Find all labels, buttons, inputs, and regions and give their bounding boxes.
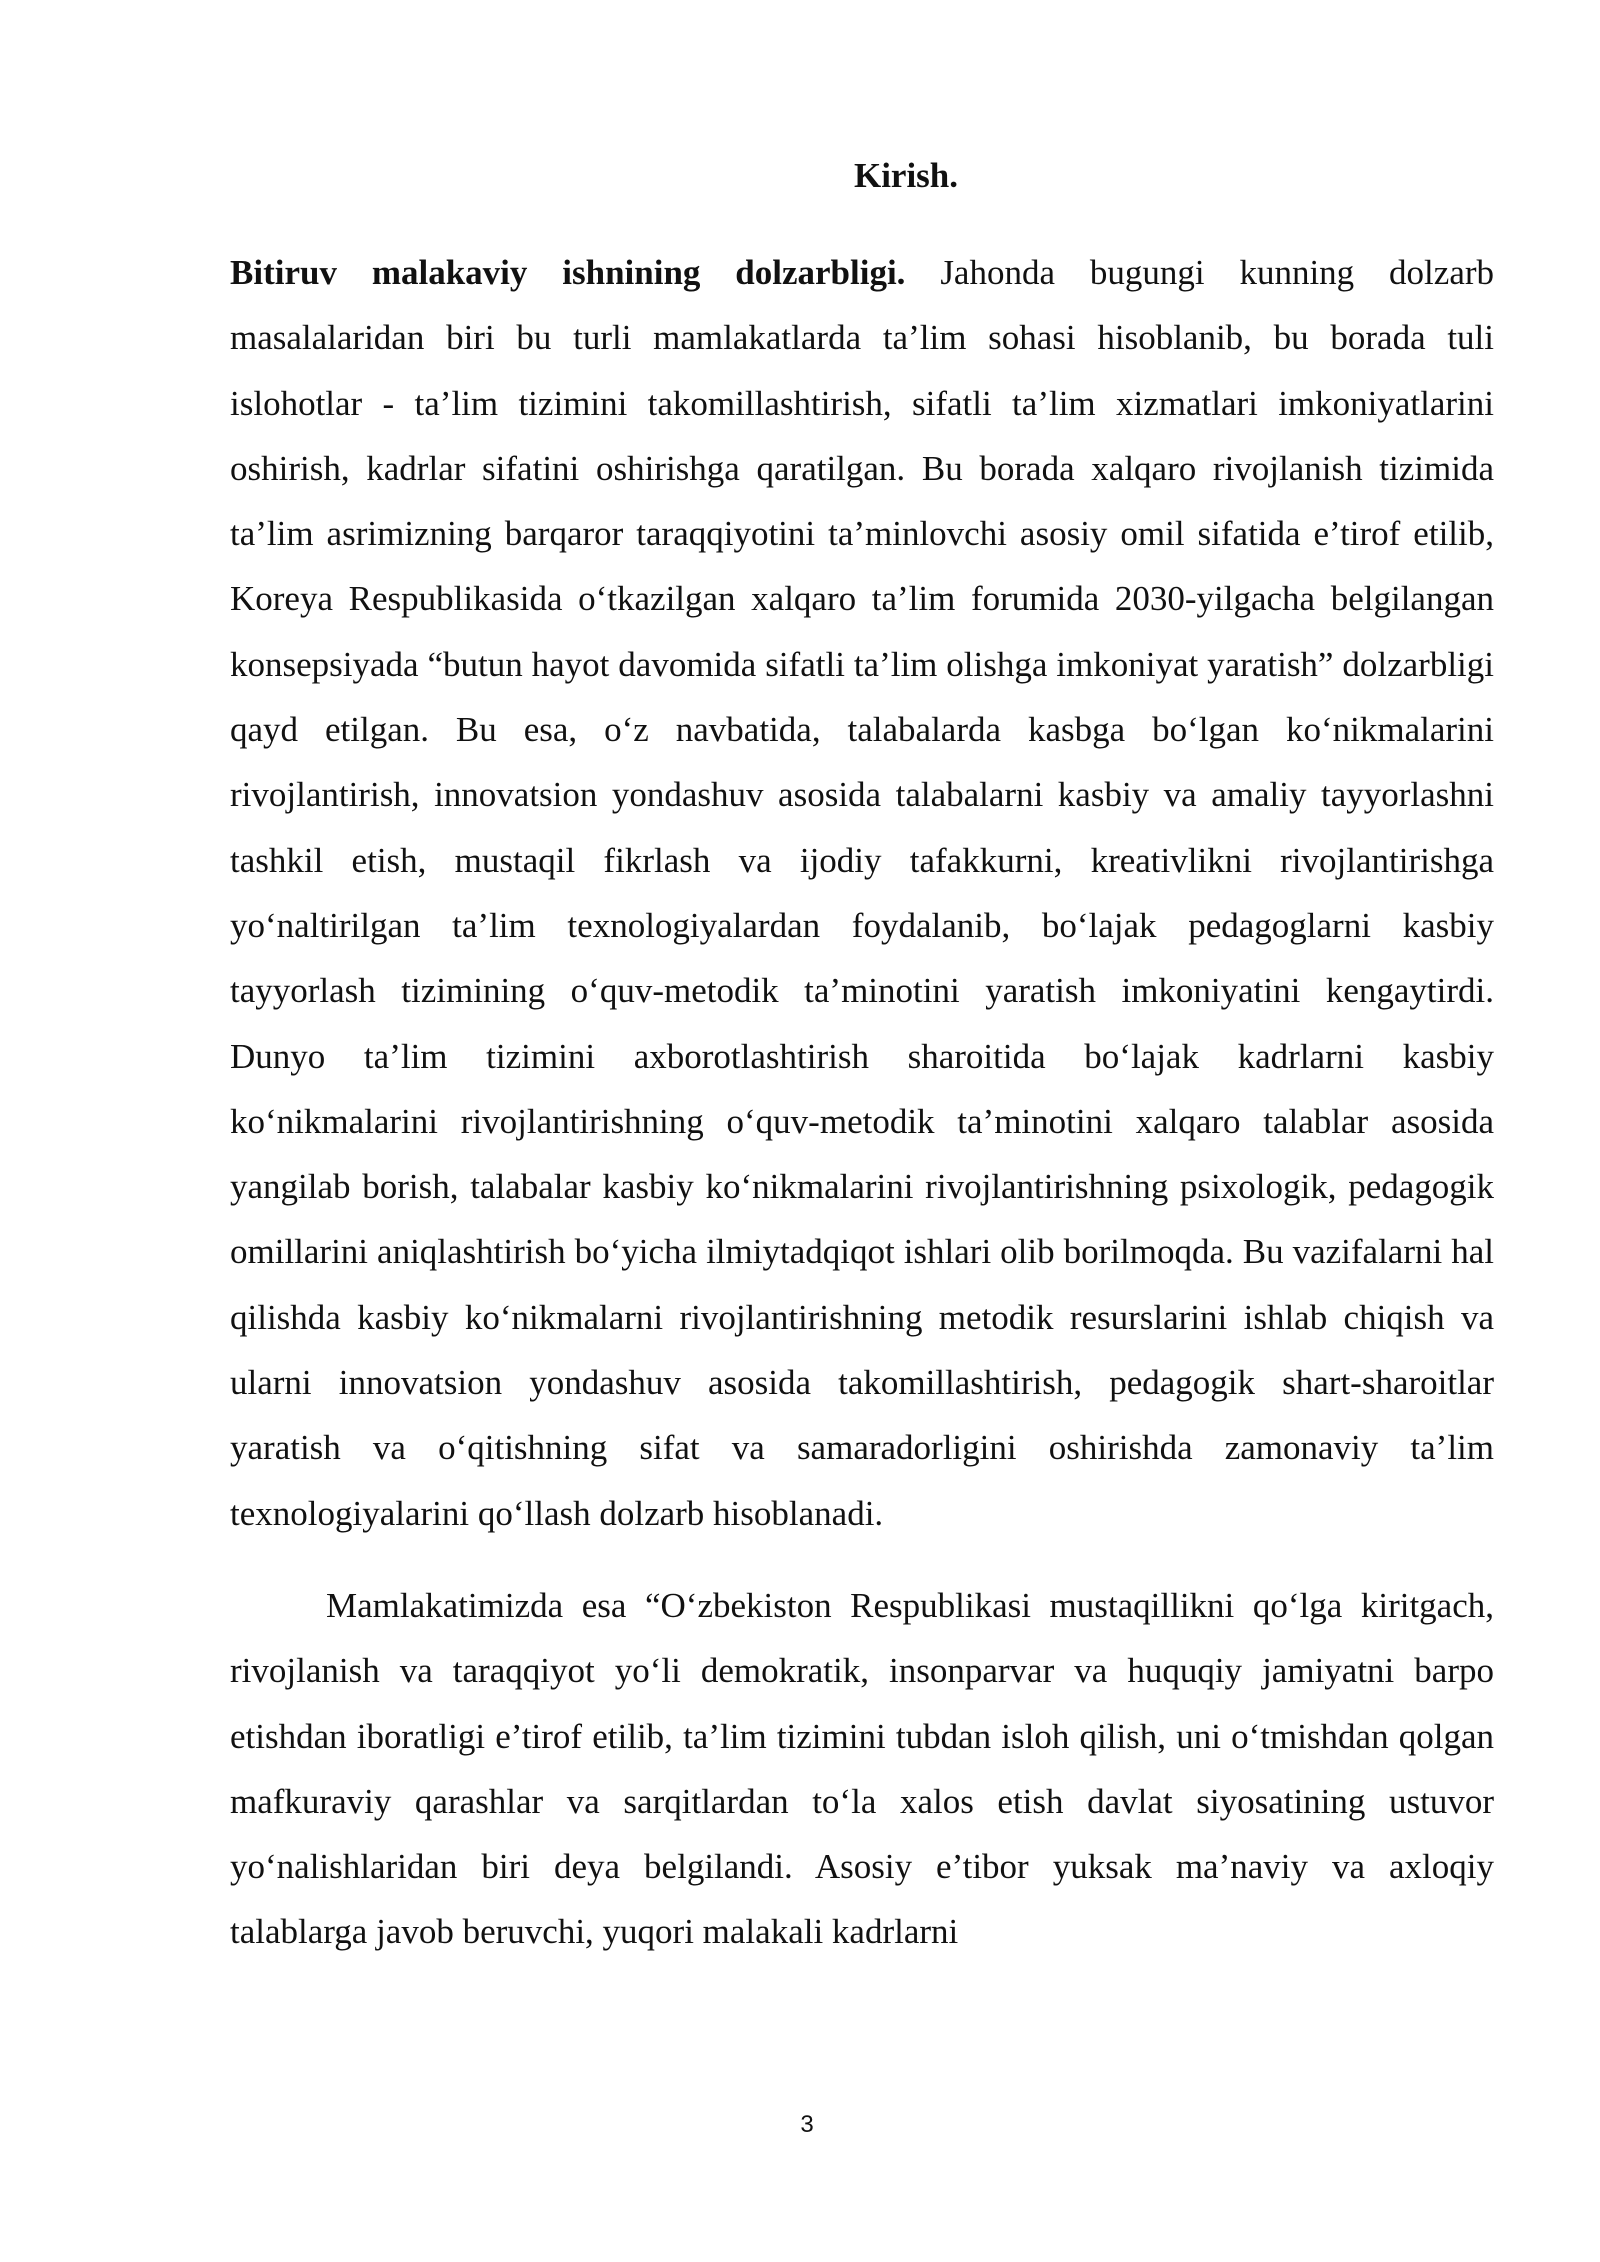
page-title: Kirish. xyxy=(853,156,959,195)
paragraph-uzbekistan xyxy=(230,1573,1494,1965)
page-number: 3 xyxy=(800,2111,814,2138)
paragraph-text: Jahonda bugungi kunning dolzarb masalalaridan biri bu turli mamlakatlarda ta’lim sohasi hisoblanib, bu borada tuli islohotlar - ta’lim tizimini takomillashtirish, sifatli ta’lim xizmatlari imkoniyatlarini oshirish, kadrlar sifatini oshirishga qaratilgan. Bu borada xalqaro rivojlanish tizimida ta’lim asrimizning barqaror taraqqiyotini ta’minlovchi asosiy omil sifatida e’tirof etilib, Koreya Respublikasida oʻtkazilgan xalqaro ta’lim forumida 2030-yilgacha belgilangan konsepsiyada “butun hayot davomida sifatli ta’lim olishga imkoniyat yaratish” dolzarbligi qayd etilgan. Bu esa, oʻz navbatida, talabalarda kasbga boʻlgan koʻnikmalarini rivojlantirish, innovatsion yondashuv asosida talabalarni kasbiy va amaliy tayyorlashni tashkil etish, mustaqil fikrlash va ijodiy tafakkurni, kreativlikni rivojlantirishga yoʻnaltirilgan ta’lim texnologiyalardan foydalanib, boʻlajak pedagoglarni kasbiy tayyorlash tizimining oʻquv-metodik ta’minotini yaratish imkoniyatini kengaytirdi. Dunyo ta’lim tizimini axborotlashtirish sharoitida boʻlajak kadrlarni kasbiy koʻnikmalarini rivojlantirishning oʻquv-metodik ta’minotini xalqaro talablar asosida yangilab borish, talabalar kasbiy koʻnikmalarini rivojlantirishning psixologik, pedagogik omillarini aniqlashtirish boʻyicha ilmiytadqiqot ishlari olib borilmoqda. Bu vazifalarni hal qilishda kasbiy koʻnikmalarni rivojlantirishning metodik resurslarini ishlab chiqish va ularni innovatsion yondashuv asosida takomillashtirish, pedagogik shart-sharoitlar yaratish va oʻqitishning sifat va samaradorligini oshirishda zamonaviy ta’lim texnologiyalarini qoʻllash dolzarb hisoblanadi. xyxy=(230,253,1495,1533)
paragraph-relevance xyxy=(230,240,1494,1546)
paragraph-text: Mamlakatimizda esa “Oʻzbekiston Respublikasi mustaqillikni qoʻlga kiritgach, rivojlanish va taraqqiyot yoʻli demokratik, insonparvar va huquqiy jamiyatni barpo etishdan iboratligi e’tirof etilib, ta’lim tizimini tubdan isloh qilish, uni oʻtmishdan qolgan mafkuraviy qarashlar va sarqitlardan toʻla xalos etish davlat siyosatining ustuvor yoʻnalishlaridan biri deya belgilandi. Asosiy e’tibor yuksak ma’naviy va axloqiy talablarga javob beruvchi, yuqori malakali kadrlarni xyxy=(230,1585,1494,1952)
body-text xyxy=(230,240,1494,1965)
paragraph-lead: Bitiruv malakaviy ishnining dolzarbligi. xyxy=(230,253,906,292)
